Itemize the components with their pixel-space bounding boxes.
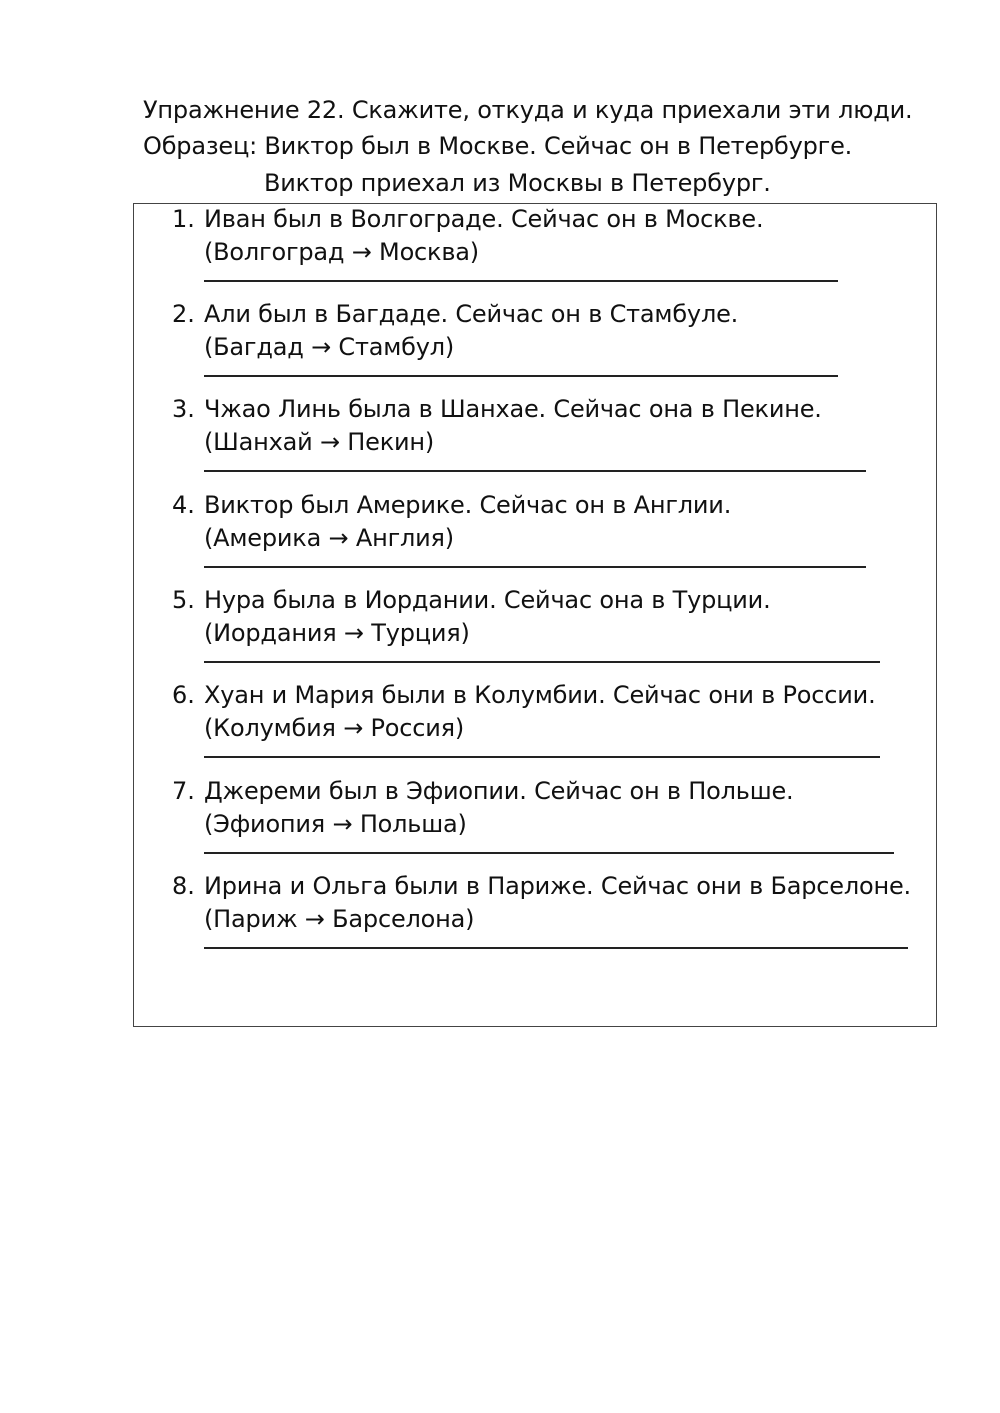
item-number: 6. <box>172 681 195 709</box>
item-sentence: Чжао Линь была в Шанхае. Сейчас она в Пекине. <box>204 395 822 423</box>
exercise-item <box>134 490 934 585</box>
item-number: 7. <box>172 777 195 805</box>
item-hint: (Иордания → Турция) <box>204 619 470 647</box>
item-number: 8. <box>172 872 195 900</box>
item-number: 3. <box>172 395 195 423</box>
answer-line[interactable] <box>204 852 894 854</box>
exercise-title: Упражнение 22. Скажите, откуда и куда приехали эти люди. <box>143 96 913 124</box>
item-number: 1. <box>172 205 195 233</box>
item-hint: (Париж → Барселона) <box>204 905 475 933</box>
example-answer: Виктор приехал из Москвы в Петербург. <box>264 169 771 197</box>
exercise-item <box>134 776 934 871</box>
item-hint: (Америка → Англия) <box>204 524 454 552</box>
exercise-box <box>133 203 937 1027</box>
item-number: 4. <box>172 491 195 519</box>
item-number: 5. <box>172 586 195 614</box>
item-number: 2. <box>172 300 195 328</box>
example-sentence: Образец: Виктор был в Москве. Сейчас он в Петербурге. <box>143 132 853 160</box>
item-sentence: Джереми был в Эфиопии. Сейчас он в Польше. <box>204 777 794 805</box>
item-sentence: Али был в Багдаде. Сейчас он в Стамбуле. <box>204 300 739 328</box>
item-sentence: Виктор был Америке. Сейчас он в Англии. <box>204 491 732 519</box>
exercise-item <box>134 394 934 489</box>
item-hint: (Волгоград → Москва) <box>204 238 479 266</box>
answer-line[interactable] <box>204 661 880 663</box>
exercise-item <box>134 204 934 299</box>
exercise-item <box>134 680 934 775</box>
answer-line[interactable] <box>204 566 866 568</box>
item-hint: (Багдад → Стамбул) <box>204 333 455 361</box>
answer-line[interactable] <box>204 947 908 949</box>
item-hint: (Шанхай → Пекин) <box>204 428 435 456</box>
exercise-item <box>134 585 934 680</box>
item-hint: (Колумбия → Россия) <box>204 714 465 742</box>
exercise-item <box>134 299 934 394</box>
answer-line[interactable] <box>204 375 838 377</box>
answer-line[interactable] <box>204 470 866 472</box>
answer-line[interactable] <box>204 280 838 282</box>
item-sentence: Ирина и Ольга были в Париже. Сейчас они в Барселоне. <box>204 872 911 900</box>
item-sentence: Нура была в Иордании. Сейчас она в Турции. <box>204 586 771 614</box>
exercise-item <box>134 871 934 966</box>
item-hint: (Эфиопия → Польша) <box>204 810 467 838</box>
answer-line[interactable] <box>204 756 880 758</box>
item-sentence: Хуан и Мария были в Колумбии. Сейчас они в России. <box>204 681 876 709</box>
item-sentence: Иван был в Волгограде. Сейчас он в Москве. <box>204 205 764 233</box>
